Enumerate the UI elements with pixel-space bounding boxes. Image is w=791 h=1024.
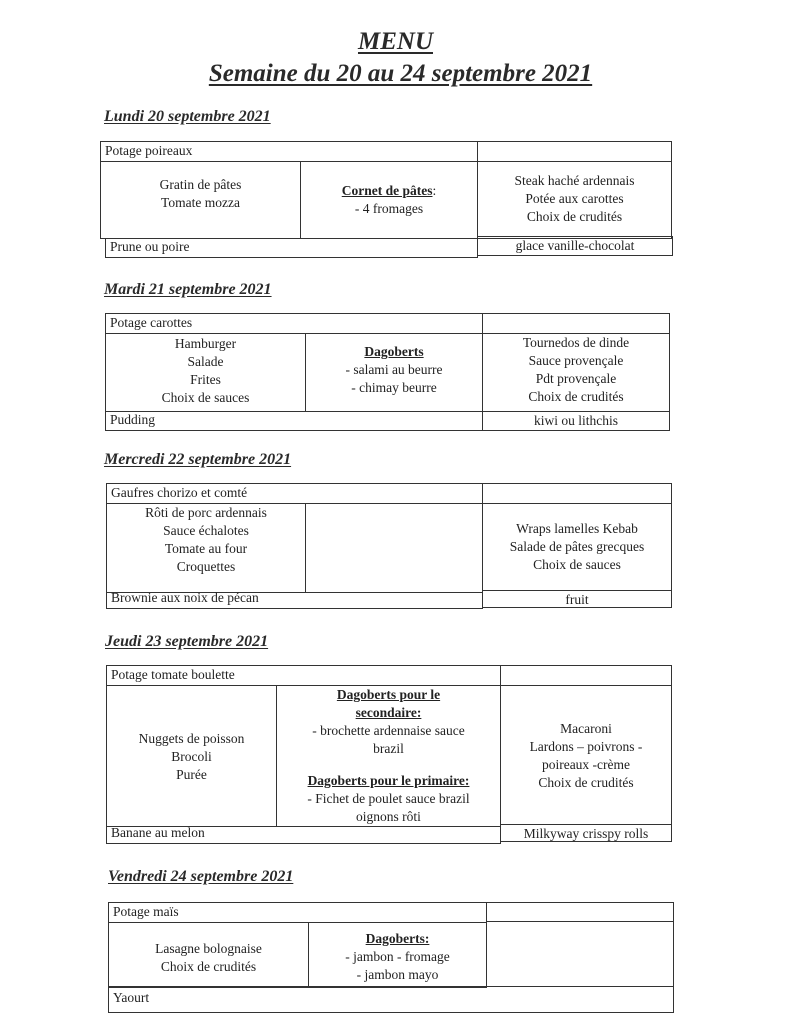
soup-text: Potage tomate boulette [111,667,235,682]
sandwich-section-title: Dagoberts pour le [336,687,441,702]
dessert-right-text: kiwi ou lithchis [534,413,618,428]
sandwich-cell [308,922,487,988]
alt-dish-line: poireaux -crème [541,757,631,772]
sandwich-line: - jambon mayo [356,967,439,982]
menu-table-mercredi [106,483,672,608]
dessert-right-cell [482,411,670,431]
dish-line: Sauce échalotes [163,523,249,538]
sandwich-title: Cornet de pâtes [341,183,433,198]
dessert-cell [106,592,483,609]
sandwich-line: oignons rôti [356,809,421,824]
menu-table-lundi [100,141,672,258]
dish-line: Rôti de porc ardennais [145,505,267,520]
main-dish-cell [106,503,306,593]
sandwich-cell [276,685,501,827]
soup-text: Gaufres chorizo et comté [111,485,248,500]
menu-table-jeudi [106,665,672,843]
dessert-right-text: glace vanille-chocolat [515,238,635,253]
dessert-cell [106,826,501,844]
dessert-cell [105,411,483,431]
dish-line: Lasagne bolognaise [155,941,262,956]
alt-dish-line: Pdt provençale [535,371,617,386]
alt-dish-line: Choix de crudités [528,389,624,404]
alt-dish-line: Lardons – poivrons - [529,739,643,754]
menu-table-mardi [105,313,670,431]
dish-line: Gratin de pâtes [159,177,242,192]
dessert-cell [108,986,674,1013]
dessert-text: Prune ou poire [110,239,190,254]
alt-dish-line: Sauce provençale [528,353,624,368]
day-heading-mardi: Mardi 21 septembre 2021 [104,281,272,298]
main-dish-cell [108,922,309,988]
alt-dish-line: Steak haché ardennais [514,173,635,188]
sandwich-cell [300,161,478,239]
main-dish-cell [105,333,306,412]
dessert-text: Pudding [110,412,156,427]
alt-dish-line: Choix de crudités [526,209,623,224]
alt-dish-cell [477,161,672,239]
sandwich-cell [305,333,483,412]
alt-dish-line: Macaroni [560,721,612,736]
soup-cell [106,483,483,504]
main-dish-cell [106,685,277,827]
week-subtitle: Semaine du 20 au 24 septembre 2021 [208,60,593,87]
dish-line: Choix de sauces [161,390,250,405]
dessert-right-cell [482,590,672,608]
soup-cell [100,141,478,162]
sandwich-line: - Fichet de poulet sauce brazil [307,791,470,806]
day-heading-vendredi: Vendredi 24 septembre 2021 [108,868,294,885]
dessert-right-cell [500,824,672,842]
soup-cell [106,665,501,686]
dish-line: Salade [187,354,224,369]
dessert-right-text: fruit [565,592,589,607]
dish-line: Purée [176,767,207,782]
day-heading-jeudi: Jeudi 23 septembre 2021 [105,633,269,650]
dish-line: Choix de crudités [160,959,257,974]
alt-dish-cell-empty [486,921,674,987]
dish-line: Hamburger [174,336,237,351]
soup-text: Potage poireaux [105,143,193,158]
sandwich-title: Dagoberts [364,344,424,359]
alt-dish-cell [500,685,672,825]
alt-dish-cell [482,333,670,412]
dish-line: Nuggets de poisson [138,731,245,746]
sandwich-line: - salami au beurre [345,362,443,377]
sandwich-line: - 4 fromages [354,201,424,216]
dessert-right-cell [477,236,673,256]
alt-dish-line: Choix de crudités [538,775,634,790]
sandwich-line: - jambon - fromage [345,949,450,964]
dish-line: Tomate au four [164,541,248,556]
document-header [0,26,791,90]
menu-title: MENU [357,28,433,55]
menu-table-vendredi [108,902,674,1013]
dish-line: Brocoli [171,749,212,764]
sandwich-line: - chimay beurre [351,380,437,395]
dessert-cell [105,238,478,258]
alt-dish-cell [482,503,672,591]
soup-cell [105,313,483,334]
dish-line: Croquettes [176,559,236,574]
dessert-text: Brownie aux noix de pécan [111,590,259,605]
day-heading-lundi: Lundi 20 septembre 2021 [104,108,271,125]
sandwich-line: brazil [373,741,404,756]
sandwich-cell-empty [305,503,483,593]
alt-dish-line: Choix de sauces [533,557,621,572]
sandwich-title-suffix: : [432,183,437,198]
alt-dish-line: Salade de pâtes grecques [509,539,645,554]
dessert-right-text: Milkyway crisspy rolls [523,826,649,841]
soup-right-cell [477,141,672,162]
sandwich-title: Dagoberts: [365,931,430,946]
dish-line: Frites [190,372,221,387]
dessert-text: Yaourt [113,989,150,1005]
sandwich-line: - brochette ardennaise sauce [312,723,465,738]
main-dish-cell [100,161,301,239]
soup-cell [108,902,487,923]
dish-line: Tomate mozza [161,195,240,210]
soup-right-cell [482,483,672,504]
soup-right-cell [486,902,674,922]
alt-dish-line: Tournedos de dinde [522,335,630,350]
soup-right-cell [500,665,672,686]
sandwich-section-title: secondaire: [355,705,422,720]
day-heading-mercredi: Mercredi 22 septembre 2021 [104,451,292,468]
soup-text: Potage carottes [110,315,193,330]
dessert-text: Banane au melon [111,825,205,840]
soup-text: Potage maïs [113,904,179,919]
alt-dish-line: Potée aux carottes [525,191,624,206]
sandwich-section-title: Dagoberts pour le primaire: [307,773,470,788]
soup-right-cell [482,313,670,334]
alt-dish-line: Wraps lamelles Kebab [516,521,638,536]
